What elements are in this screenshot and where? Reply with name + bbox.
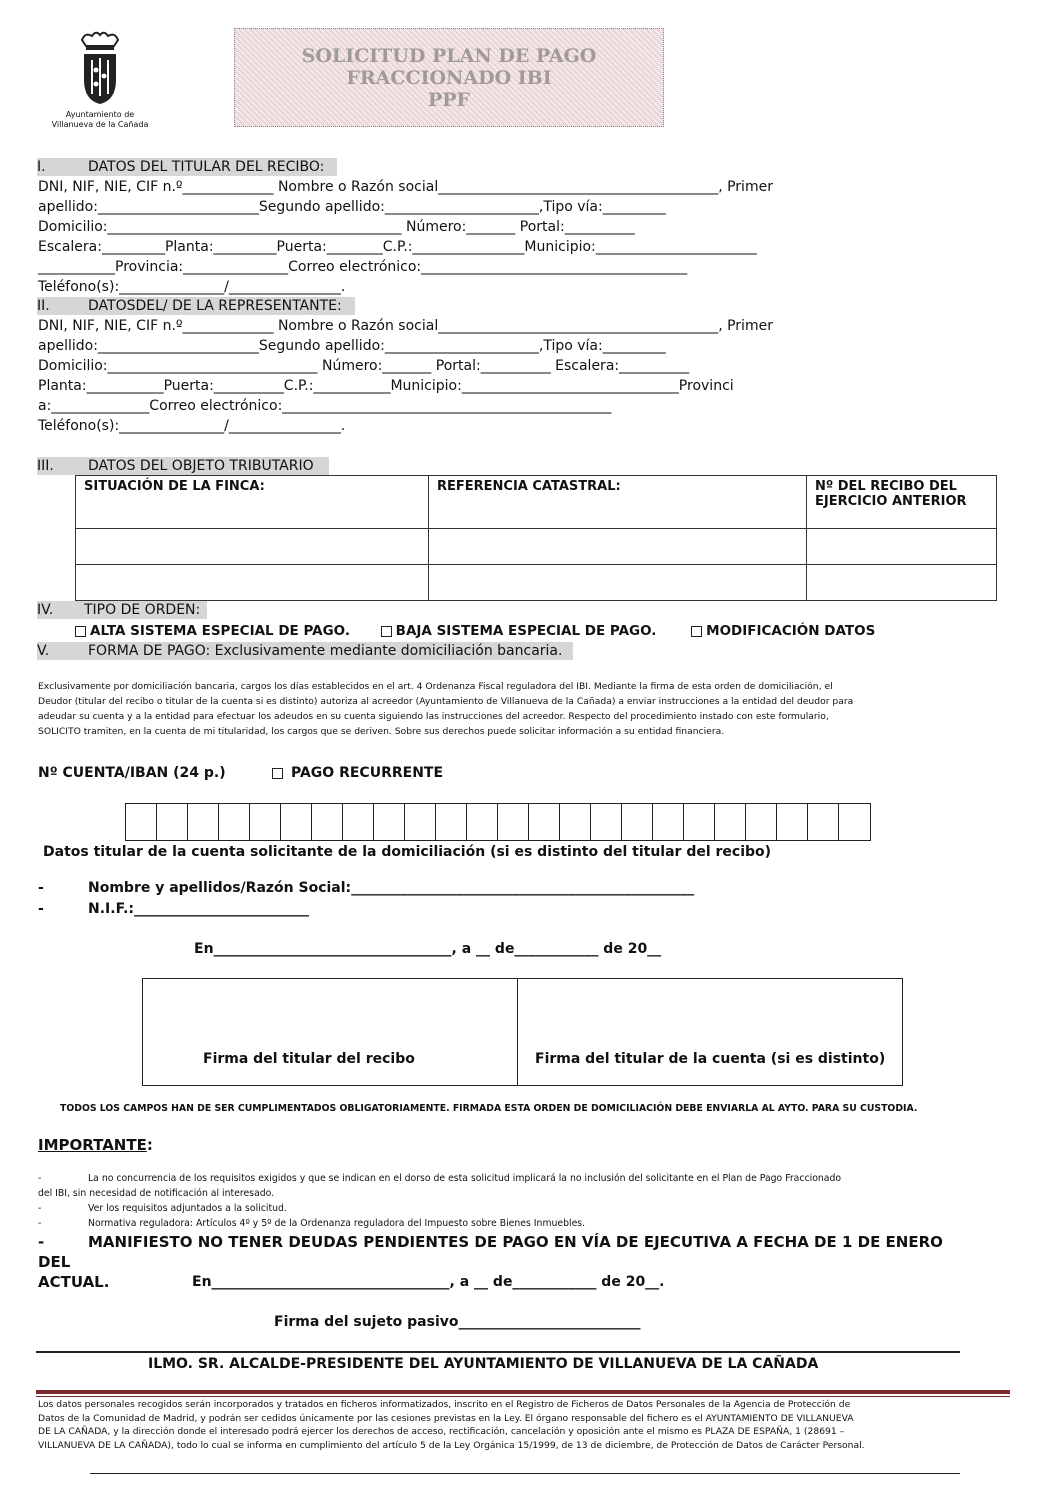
holder-nif-row[interactable] [38, 900, 309, 918]
important-list [38, 1171, 978, 1231]
table-cell[interactable] [76, 565, 429, 601]
header-referencia: REFERENCIA CATASTRAL: [429, 476, 807, 529]
signature-receipt-holder[interactable]: Firma del titular del recibo [203, 1051, 415, 1067]
account-date-line[interactable]: En__________________________________, a __ de____________ de 20__ [194, 941, 662, 957]
bullet-dash: - [38, 901, 44, 917]
section-4-title: TIPO DE ORDEN: [84, 602, 201, 618]
option-modificacion[interactable] [691, 623, 875, 639]
section-5-heading [37, 642, 573, 660]
table-cell[interactable] [807, 529, 997, 565]
titular-province-email-line[interactable]: ___________Provincia:_______________Correo electrónico:______________________________________ [38, 259, 688, 275]
municipal-logo [70, 30, 130, 108]
holder-name-row[interactable] [38, 879, 694, 897]
representative-address-line[interactable]: Domicilio:______________________________ Número:_______ Portal:__________ Escalera:__________ [38, 358, 690, 374]
iban-label: Nº CUENTA/IBAN (24 p.) [38, 765, 226, 781]
bullet-dash: - [38, 1218, 42, 1229]
privacy-line-4: VILLANUEVA DE LA CAÑADA), todo lo cual se informa en cumplimiento del artículo 5 de la Ley Orgánica 15/1999, de 13 de diciembre, de Protección de Datos de Carácter Personal. [38, 1439, 865, 1451]
titular-phone-line[interactable]: Teléfono(s):_______________/________________. [38, 279, 346, 295]
signature-box [142, 978, 903, 1086]
checkbox-alta[interactable] [75, 626, 86, 637]
table-cell[interactable] [429, 565, 807, 601]
representative-email-line[interactable]: a:______________Correo electrónico:_______________________________________________ [38, 398, 612, 414]
form-title-line-1: SOLICITUD PLAN DE PAGO [301, 45, 597, 67]
recurrent-payment-label: PAGO RECURRENTE [291, 765, 444, 781]
section-4-number: IV. [37, 602, 54, 618]
holder-name-line[interactable]: Nombre y apellidos/Razón Social:_________________________________________________ [88, 880, 695, 896]
important-item-1a: La no concurrencia de los requisitos exigidos y que se indican en el dorso de esta solicitud implicará la no inclusión del solicitante en el Plan de Pago Fraccionado [88, 1173, 842, 1184]
section-1-title: DATOS DEL TITULAR DEL RECIBO: [88, 159, 325, 175]
option-baja[interactable] [381, 623, 657, 639]
table-cell[interactable] [76, 529, 429, 565]
debt-declaration-line-1: MANIFIESTO NO TENER DEUDAS PENDIENTES DE PAGO EN VÍA DE EJECUTIVA A FECHA DE 1 DE ENERO DEL [38, 1233, 943, 1271]
form-title-box [234, 28, 664, 127]
option-baja-label: BAJA SISTEMA ESPECIAL DE PAGO. [395, 623, 657, 639]
option-alta-label: ALTA SISTEMA ESPECIAL DE PAGO. [90, 623, 350, 639]
direct-debit-line-3: adeudar su cuenta y a la entidad para efectuar los adeudos en su cuenta siguiendo las instrucciones del acreedor. Respecto del procedimiento instado con este formulario, [38, 711, 829, 722]
signature-account-holder[interactable]: Firma del titular de la cuenta (si es distinto) [535, 1051, 886, 1067]
iban-input-boxes[interactable] [125, 803, 871, 841]
divider [36, 1351, 960, 1353]
bullet-dash: - [38, 1233, 45, 1251]
privacy-line-2: Datos de la Comunidad de Madrid, y podrán ser cedidos únicamente por las cesiones previstas en la Ley. El órgano responsable del fichero es el AYUNTAMIENTO DE VILLANUEVA [38, 1412, 854, 1424]
representative-location-line[interactable]: Planta:___________Puerta:__________C.P.:___________Municipio:_______________________________Provinci [38, 378, 734, 394]
divider [90, 1473, 960, 1474]
taxpayer-signature-line[interactable]: Firma del sujeto pasivo__________________________ [274, 1314, 641, 1330]
section-1-heading [37, 158, 337, 176]
privacy-line-3: DE LA CAÑADA, y la dirección donde el interesado podrá ejercer los derechos de acceso, rectificación, cancelación y oposición ante el mismo es PLAZA DE ESPAÑA, 1 (28691 – [38, 1426, 845, 1437]
section-1-number: I. [37, 159, 46, 175]
important-item-3: Normativa reguladora: Artículos 4º y 5º de la Ordenanza reguladora del Impuesto sobre Bienes Inmuebles. [88, 1218, 586, 1229]
direct-debit-line-2: Deudor (titular del recibo o titular de la cuenta si es distinto) autoriza al acreedor (Ayuntamiento de Villanueva de la Cañada) a enviar instrucciones a la entidad del deudor para [38, 696, 854, 707]
bullet-dash: - [38, 1203, 42, 1214]
table-cell[interactable] [429, 529, 807, 565]
option-modificacion-label: MODIFICACIÓN DATOS [706, 623, 876, 639]
org-town: Villanueva de la Cañada [51, 120, 149, 129]
section-3-heading [37, 457, 329, 475]
section-3-title: DATOS DEL OBJETO TRIBUTARIO [88, 458, 314, 474]
representative-surname-line[interactable]: apellido:_______________________Segundo apellido:______________________,Tipo vía:_________ [38, 338, 666, 354]
divider [36, 1390, 1010, 1394]
holder-nif-line[interactable]: N.I.F.:_________________________ [88, 901, 309, 917]
addressee: ILMO. SR. ALCALDE-PRESIDENTE DEL AYUNTAMIENTO DE VILLANUEVA DE LA CAÑADA [148, 1356, 819, 1372]
checkbox-modificacion[interactable] [691, 626, 702, 637]
checkbox-baja[interactable] [381, 626, 392, 637]
tax-object-table [75, 475, 997, 601]
account-holder-heading: Datos titular de la cuenta solicitante de la domiciliación (si es distinto del titular del recibo) [43, 844, 772, 860]
header-recibo [807, 476, 997, 529]
section-2-number: II. [37, 298, 50, 314]
checkbox-recurrent[interactable] [272, 768, 283, 779]
header-recibo-line-1: Nº DEL RECIBO DEL [815, 479, 957, 494]
titular-id-line[interactable]: DNI, NIF, NIE, CIF n.º_____________ Nombre o Razón social________________________________________, Primer [38, 179, 773, 195]
important-item-2: Ver los requisitos adjuntados a la solicitud. [88, 1203, 287, 1214]
form-title-line-3: PPF [427, 89, 471, 111]
titular-surname-line[interactable]: apellido:_______________________Segundo apellido:______________________,Tipo vía:_________ [38, 199, 666, 215]
debt-declaration-line-2: ACTUAL. [38, 1273, 110, 1291]
section-3-number: III. [37, 458, 54, 474]
header-recibo-line-2: EJERCICIO ANTERIOR [815, 494, 967, 509]
form-title-line-2: FRACCIONADO IBI [346, 67, 552, 89]
privacy-notice [38, 1398, 1010, 1452]
mandatory-notice: TODOS LOS CAMPOS HAN DE SER CUMPLIMENTADOS OBLIGATORIAMENTE. FIRMADA ESTA ORDEN DE DOMICILIACIÓN DEBE ENVIARLA AL AYTO. PARA SU CUSTODIA. [60, 1103, 918, 1114]
org-name: Ayuntamiento de [65, 110, 135, 119]
divider [36, 1396, 1010, 1397]
representative-id-line[interactable]: DNI, NIF, NIE, CIF n.º_____________ Nombre o Razón social________________________________________, Primer [38, 318, 773, 334]
titular-location-line[interactable]: Escalera:_________Planta:_________Puerta:________C.P.:________________Municipio:_______________________ [38, 239, 757, 255]
order-type-options [75, 622, 875, 640]
titular-address-line[interactable]: Domicilio:__________________________________________ Número:_______ Portal:__________ [38, 219, 635, 235]
direct-debit-line-4: SOLICITO tramiten, en la cuenta de mi titularidad, los cargos que se deriven. Sobre sus derechos puede solicitar información a su entidad financiera. [38, 726, 725, 737]
section-4-heading [37, 601, 207, 619]
table-cell[interactable] [807, 565, 997, 601]
section-5-number: V. [37, 643, 50, 659]
recurrent-payment-option[interactable] [272, 764, 443, 782]
section-2-title: DATOSDEL/ DE LA REPRESENTANTE: [88, 298, 342, 314]
important-heading-text: IMPORTANTE [38, 1136, 147, 1154]
representative-phone-line[interactable]: Teléfono(s):_______________/________________. [38, 418, 346, 434]
direct-debit-paragraph [38, 679, 1000, 739]
declaration-date-line[interactable]: En__________________________________, a __ de____________ de 20__. [192, 1274, 665, 1290]
important-heading-colon: : [146, 1136, 153, 1154]
section-2-heading [37, 297, 355, 315]
bullet-dash: - [38, 1173, 42, 1184]
important-heading [38, 1136, 153, 1154]
bullet-dash: - [38, 880, 44, 896]
privacy-line-1: Los datos personales recogidos serán incorporados y tratados en ficheros informatizados, inscrito en el Registro de Ficheros de Datos Personales de la Agencia de Protección de [38, 1399, 851, 1410]
header-situacion: SITUACIÓN DE LA FINCA: [76, 476, 429, 529]
section-5-title: FORMA DE PAGO: Exclusivamente mediante domiciliación bancaria. [88, 643, 563, 659]
coat-of-arms-icon [70, 30, 130, 108]
option-alta[interactable] [75, 623, 350, 639]
important-item-1b: del IBI, sin necesidad de notificación al interesado. [38, 1188, 275, 1199]
direct-debit-line-1: Exclusivamente por domiciliación bancaria, cargos los días establecidos en el art. 4 Ordenanza Fiscal reguladora del IBI. Mediante la firma de esta orden de domiciliación, el [38, 681, 833, 692]
